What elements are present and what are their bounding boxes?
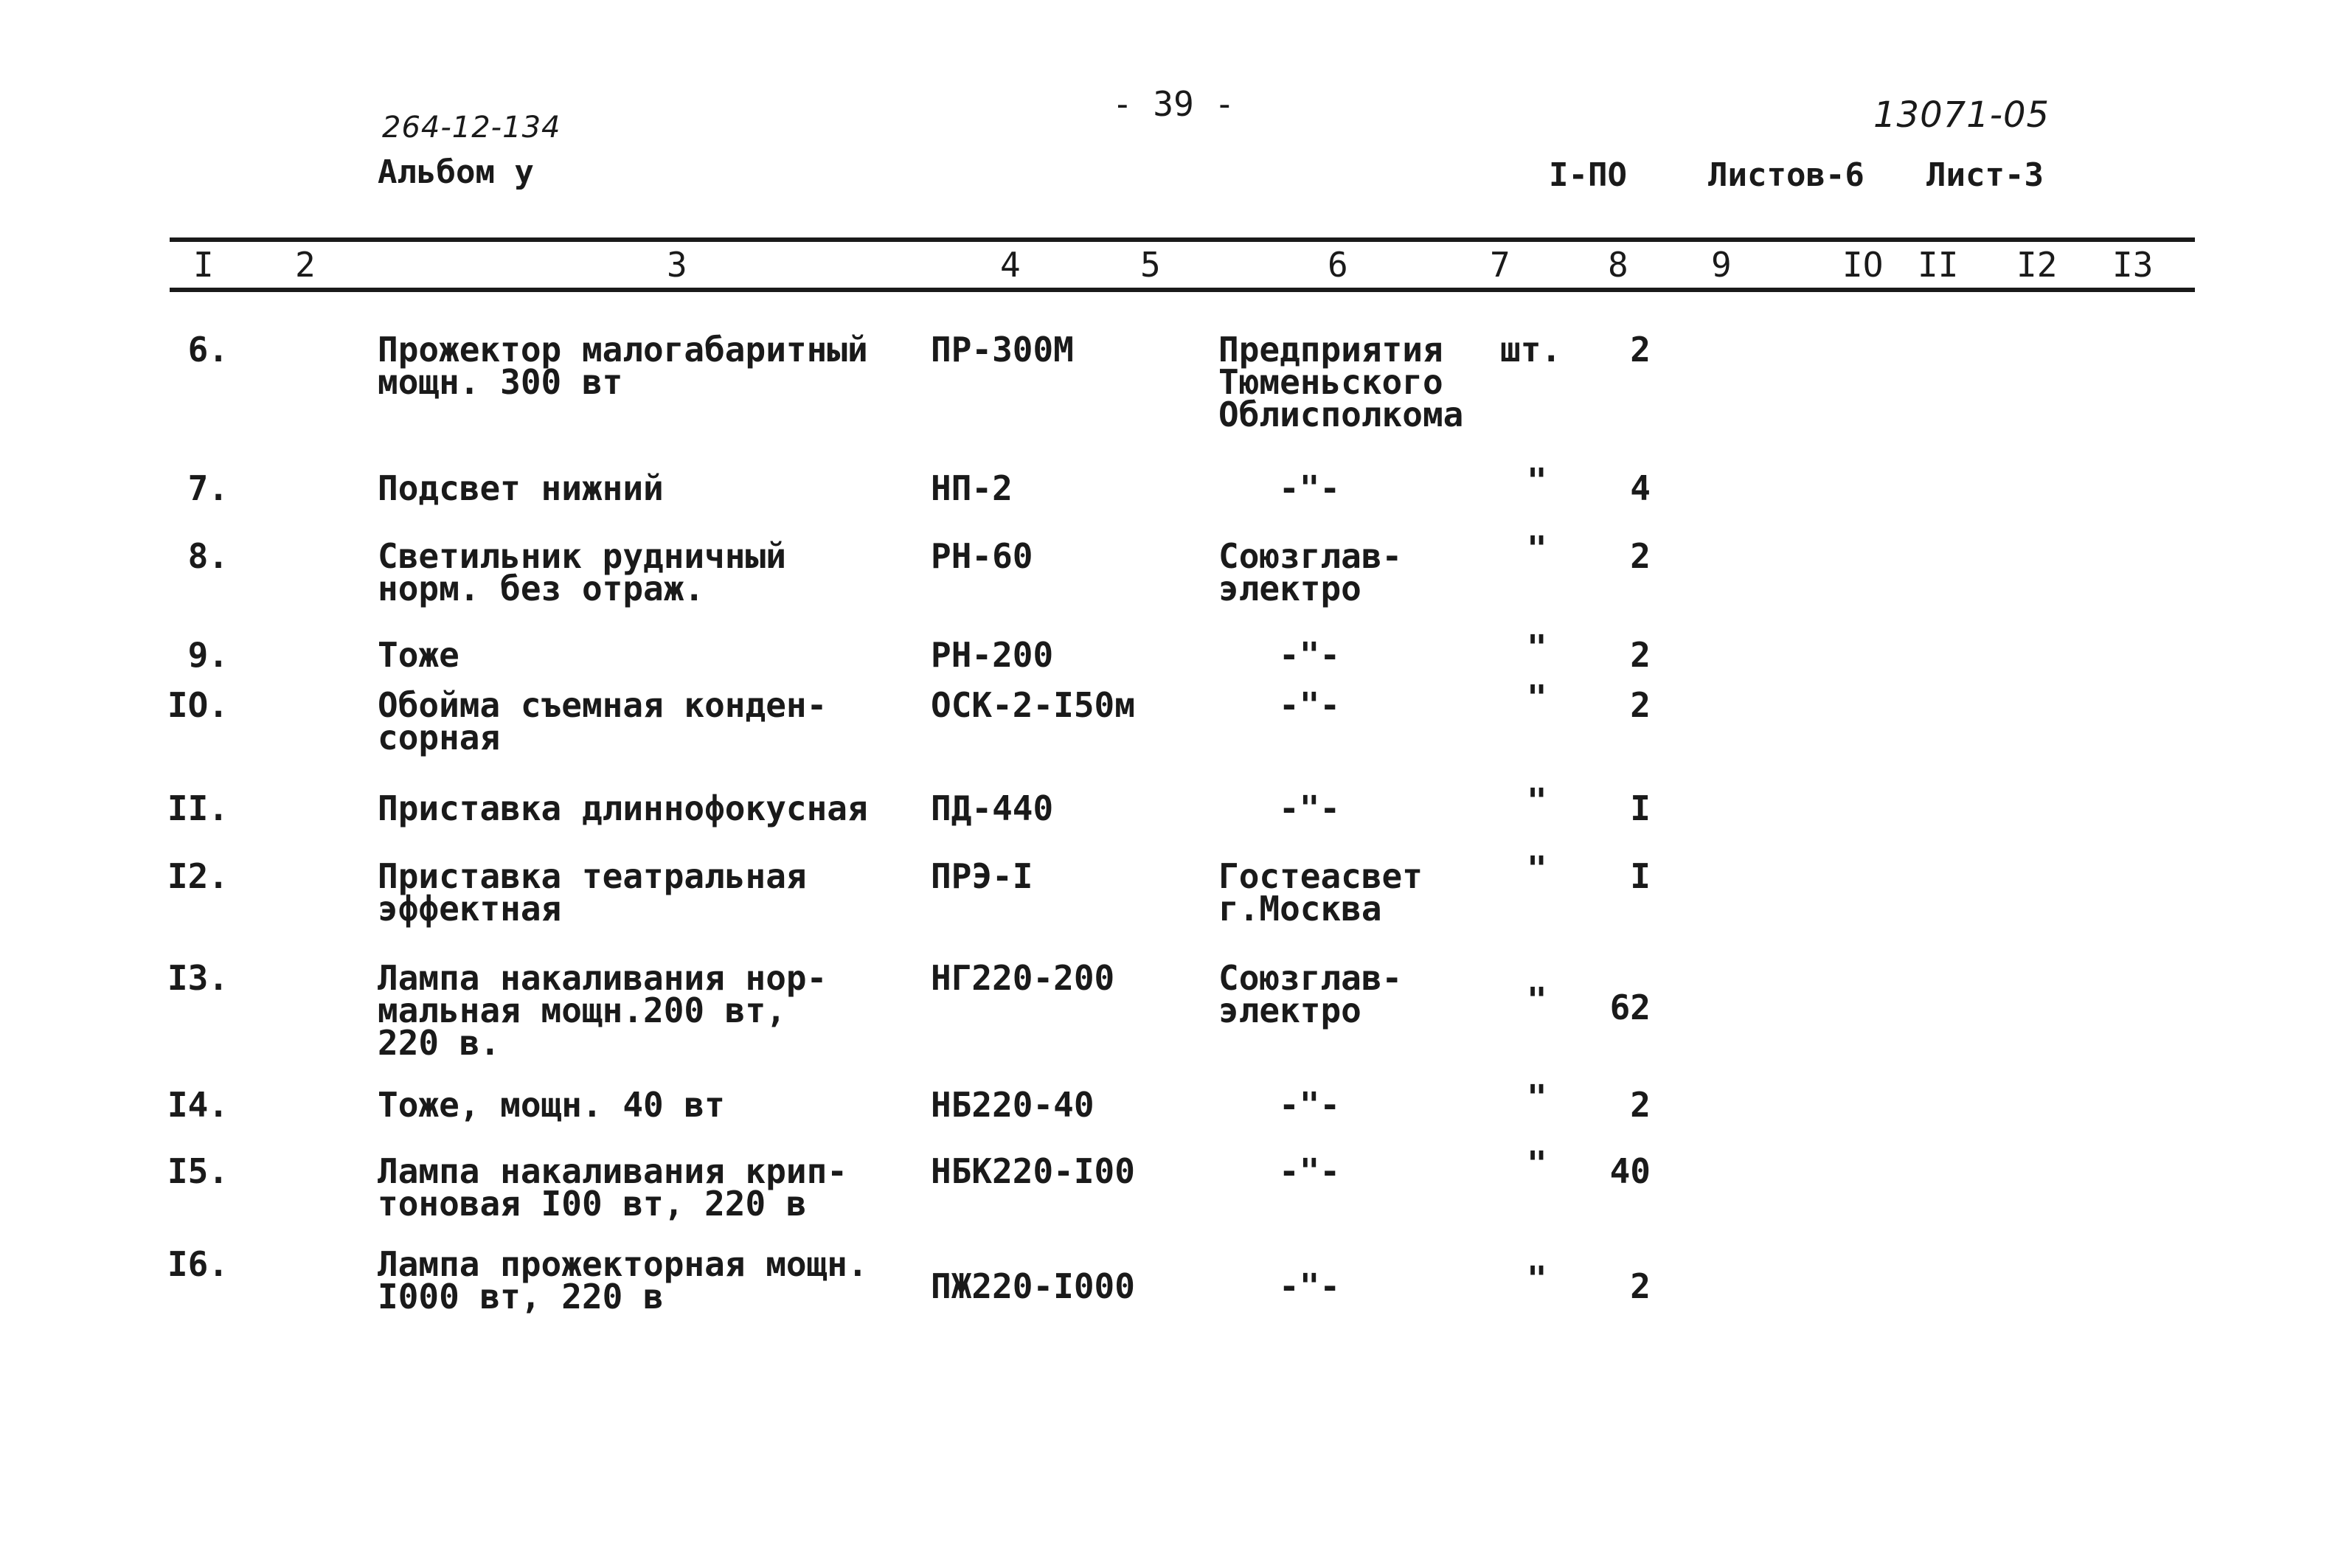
item-model: ПЖ220-I000 [931, 1266, 1135, 1306]
item-unit: " [1527, 781, 1547, 821]
item-unit: " [1527, 1078, 1547, 1117]
item-unit: " [1527, 849, 1547, 889]
item-unit: шт. [1500, 330, 1562, 370]
item-supplier: Союзглав- электро [1218, 958, 1403, 1030]
column-number: I2 [2016, 245, 2058, 285]
item-model: НП-2 [931, 468, 1013, 508]
column-number: 6 [1328, 245, 1348, 285]
item-unit: " [1527, 628, 1547, 667]
item-supplier: -"- [1279, 1266, 1341, 1306]
item-model: НБК220-I00 [931, 1151, 1135, 1191]
item-supplier: Гостеасвет г.Москва [1218, 856, 1423, 929]
item-name: Приставка театральная эффектная [378, 856, 807, 929]
item-unit: " [1527, 678, 1547, 718]
item-name: Лампа прожекторная мощн. I000 вт, 220 в [378, 1244, 868, 1317]
column-number: 4 [1000, 245, 1021, 285]
item-name: Тоже, мощн. 40 вт [378, 1085, 725, 1125]
item-name: Приставка длиннофокусная [378, 788, 868, 828]
column-number: I [193, 245, 214, 285]
row-number: I6. [167, 1244, 229, 1284]
item-quantity: 4 [1630, 468, 1651, 508]
item-quantity: I [1630, 788, 1651, 828]
item-model: ОСК-2-I50м [931, 685, 1135, 725]
document-code: 264-12-134 [382, 111, 561, 145]
item-name: Лампа накаливания крип- тоновая I00 вт, 220 в [378, 1151, 847, 1224]
item-quantity: 2 [1630, 330, 1651, 370]
item-supplier: -"- [1279, 635, 1341, 675]
item-unit: " [1527, 980, 1547, 1020]
page-number: - 39 - [1112, 84, 1235, 124]
item-unit: " [1527, 529, 1547, 569]
archive-stamp: 13071-05 [1873, 94, 2050, 136]
row-number: 6. [187, 330, 229, 370]
row-number: 7. [187, 468, 229, 508]
item-name: Подсвет нижний [378, 468, 664, 508]
item-quantity: 2 [1630, 536, 1651, 576]
item-quantity: 2 [1630, 685, 1651, 725]
column-number: 3 [667, 245, 687, 285]
item-model: НБ220-40 [931, 1085, 1095, 1125]
item-model: ПД-440 [931, 788, 1054, 828]
item-quantity: 62 [1609, 988, 1651, 1027]
column-number: II [1918, 245, 1959, 285]
item-quantity: I [1630, 856, 1651, 896]
row-number: I3. [167, 958, 229, 998]
item-quantity: 2 [1630, 635, 1651, 675]
sheets-total: Листов-6 [1708, 156, 1864, 194]
item-supplier: -"- [1279, 788, 1341, 828]
row-number: I2. [167, 856, 229, 896]
item-unit: " [1527, 461, 1547, 501]
column-number: 7 [1490, 245, 1510, 285]
item-quantity: 2 [1630, 1266, 1651, 1306]
item-unit: " [1527, 1144, 1547, 1184]
item-unit: " [1527, 1259, 1547, 1299]
column-number: 9 [1711, 245, 1732, 285]
row-number: I5. [167, 1151, 229, 1191]
table-top-rule [170, 237, 2195, 242]
item-name: Светильник рудничный норм. без отраж. [378, 536, 786, 608]
item-name: Тоже [378, 635, 459, 675]
item-supplier: Союзглав- электро [1218, 536, 1403, 608]
item-supplier: -"- [1279, 468, 1341, 508]
item-name: Лампа накаливания нор- мальная мощн.200 вт, 220 в. [378, 958, 828, 1063]
item-supplier: Предприятия Тюменьского Облисполкома [1218, 330, 1464, 434]
row-number: II. [167, 788, 229, 828]
item-model: ПР-300М [931, 330, 1074, 370]
item-name: Прожектор малогабаритный мощн. 300 вт [378, 330, 868, 402]
item-supplier: -"- [1279, 1085, 1341, 1125]
row-number: 8. [187, 536, 229, 576]
item-name: Обойма съемная конден- сорная [378, 685, 828, 757]
item-quantity: 40 [1609, 1151, 1651, 1191]
row-number: 9. [187, 635, 229, 675]
sheet-number: Лист-3 [1926, 156, 2044, 194]
row-number: IO. [167, 685, 229, 725]
item-quantity: 2 [1630, 1085, 1651, 1125]
column-number: 8 [1608, 245, 1628, 285]
row-number: I4. [167, 1085, 229, 1125]
item-supplier: -"- [1279, 1151, 1341, 1191]
column-number: 5 [1140, 245, 1161, 285]
item-model: РН-60 [931, 536, 1033, 576]
item-model: ПРЭ-I [931, 856, 1033, 896]
item-model: НГ220-200 [931, 958, 1115, 998]
section-code: I-ПО [1549, 156, 1627, 194]
column-number: IO [1842, 245, 1884, 285]
column-number: I3 [2112, 245, 2154, 285]
item-supplier: -"- [1279, 685, 1341, 725]
item-model: РН-200 [931, 635, 1054, 675]
album-label: Альбом у [378, 153, 534, 191]
column-number: 2 [295, 245, 316, 285]
table-header-rule [170, 288, 2195, 292]
